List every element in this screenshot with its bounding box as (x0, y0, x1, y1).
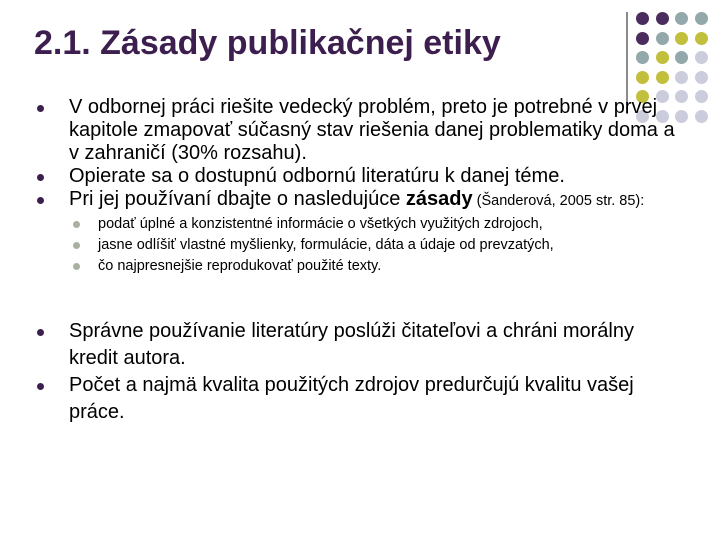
bullet-text: Pri jej používaní dbajte o nasledujúce (69, 188, 406, 210)
bullet-item (34, 372, 684, 426)
decorative-dot (675, 12, 688, 25)
slide-title: 2.1. Zásady publikačnej etiky (34, 24, 501, 62)
decorative-dot (675, 51, 688, 64)
decorative-dot (656, 32, 669, 45)
bullet-marker (37, 174, 44, 181)
bullet-text: Opierate sa o dostupnú odbornú literatúru k danej téme. (69, 165, 565, 187)
decorative-dot (656, 51, 669, 64)
sub-bullet-list (69, 214, 684, 277)
decorative-dot (636, 12, 649, 25)
decorative-dot (695, 12, 708, 25)
sub-bullet-item (69, 235, 684, 256)
sub-bullet-text: čo najpresnejšie reprodukovať použité texty. (98, 258, 382, 274)
decorative-dot (695, 90, 708, 103)
sub-bullet-text: podať úplné a konzistentné informácie o všetkých využitých zdrojoch, (98, 216, 543, 232)
bullet-marker (37, 197, 44, 204)
bullet-citation: (Šanderová, 2005 str. 85): (472, 193, 645, 209)
sub-bullet-text: jasne odlíšiť vlastné myšlienky, formulácie, dáta a údaje od prevzatých, (98, 237, 554, 253)
decorative-dot (656, 12, 669, 25)
sub-bullet-item (69, 256, 684, 277)
decorative-dot (656, 71, 669, 84)
bullet-text: Počet a najmä kvalita použitých zdrojov predurčujú kvalitu vašej práce. (69, 374, 634, 423)
decorative-dot (636, 71, 649, 84)
bullet-item (34, 165, 684, 188)
bullet-emphasis: zásady (405, 188, 473, 210)
bullet-item (34, 96, 684, 165)
bullet-marker (37, 105, 44, 112)
spacer (34, 277, 684, 318)
decorative-dot (695, 71, 708, 84)
bullet-text: Správne používanie literatúry poslúži čitateľovi a chráni morálny kredit autora. (69, 320, 634, 369)
decorative-dot (675, 71, 688, 84)
bullet-list (34, 96, 684, 426)
sub-bullet-item (69, 214, 684, 235)
decorative-dot (636, 32, 649, 45)
bullet-item (34, 188, 684, 277)
decorative-dot (695, 51, 708, 64)
bullet-marker (37, 329, 44, 336)
decorative-dot (695, 110, 708, 123)
bullet-text: V odbornej práci riešite vedecký problém, preto je potrebné v prvej kapitole zmapovať súčasný stav riešenia danej problematiky doma a v zahraničí (30% rozsahu). (69, 96, 675, 164)
sub-bullet-marker (73, 221, 80, 228)
bullet-marker (37, 383, 44, 390)
bullet-item (34, 318, 684, 372)
decorative-dot (695, 32, 708, 45)
sub-bullet-marker (73, 242, 80, 249)
decorative-dot (636, 51, 649, 64)
decorative-dot (675, 32, 688, 45)
sub-bullet-marker (73, 263, 80, 270)
